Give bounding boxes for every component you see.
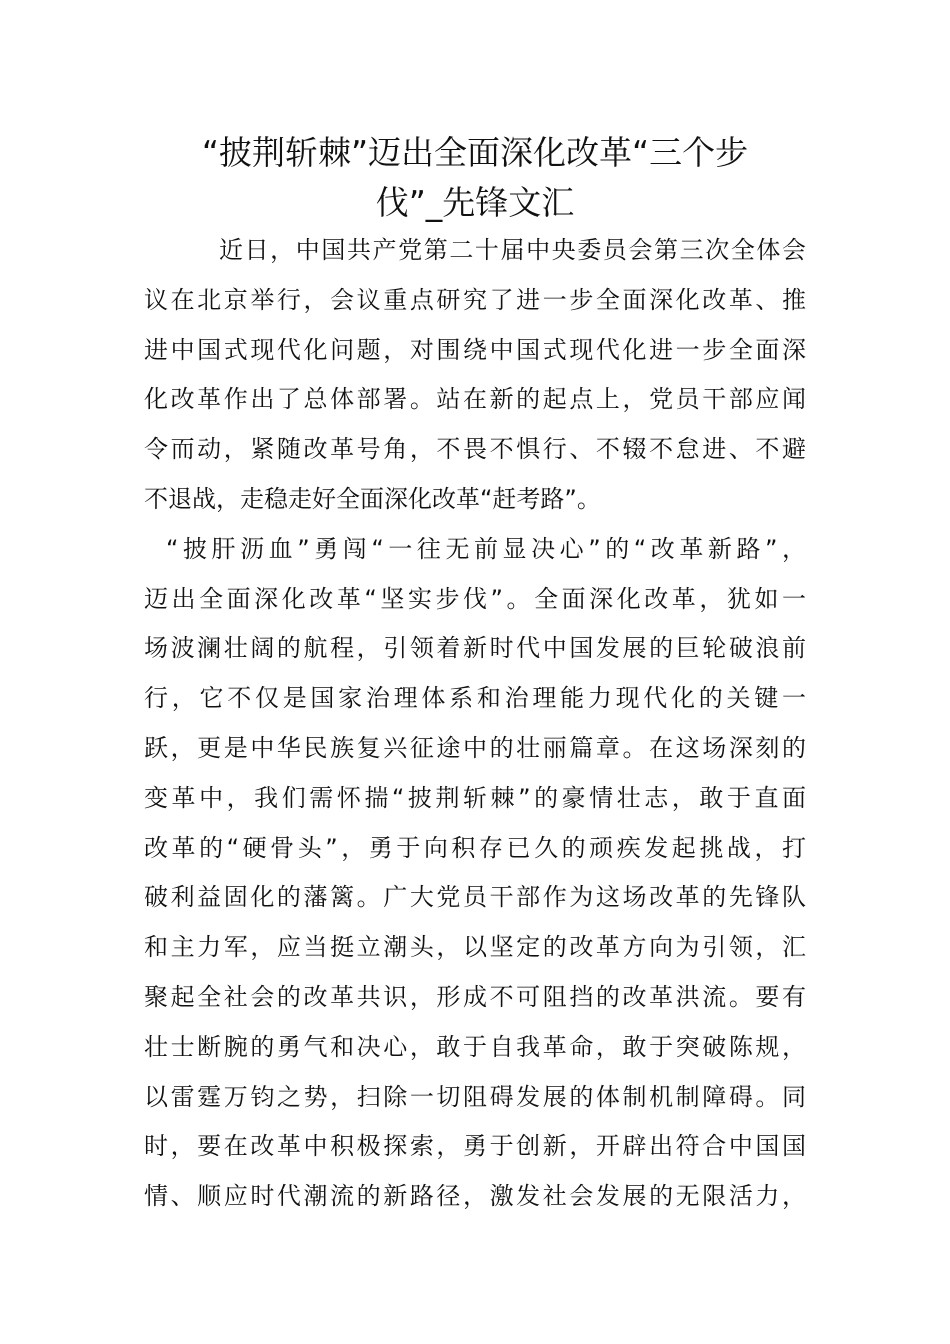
body-line: 进中国式现代化问题，对围绕中国式现代化进一步全面深: [144, 335, 806, 364]
body-line: 跃，更是中华民族复兴征途中的壮丽篇章。在这场深刻的: [144, 733, 806, 762]
body-line: 变革中，我们需怀揣“披荆斩棘”的豪情壮志，敢于直面: [144, 783, 806, 812]
document-body: [144, 226, 806, 1222]
paragraph-2: [144, 525, 806, 1222]
body-line: 议在北京举行，会议重点研究了进一步全面深化改革、推: [144, 285, 806, 314]
paragraph-1: [144, 226, 806, 525]
body-line: 改革的“硬骨头”，勇于向积存已久的顽疾发起挑战，打: [144, 833, 806, 862]
body-line: 不退战，走稳走好全面深化改革“赶考路”。: [144, 484, 601, 513]
body-line: 近日，中国共产党第二十届中央委员会第三次全体会: [219, 236, 806, 264]
document-title: [140, 128, 810, 228]
body-line: 壮士断腕的勇气和决心，敢于自我革命，敢于突破陈规，: [144, 1032, 806, 1061]
body-line: 破利益固化的藩篱。广大党员干部作为这场改革的先锋队: [144, 883, 806, 912]
body-line: 情、顺应时代潮流的新路径，激发社会发展的无限活力，: [144, 1182, 806, 1211]
title-line: “披荆斩棘”迈出全面深化改革“三个步: [201, 133, 749, 172]
title-line: 伐”_先锋文汇: [375, 183, 575, 222]
body-line: 行，它不仅是国家治理体系和治理能力现代化的关键一: [144, 684, 806, 713]
body-line: 聚起全社会的改革共识，形成不可阻挡的改革洪流。要有: [144, 982, 806, 1011]
body-line: 令而动，紧随改革号角，不畏不惧行、不辍不怠进、不避: [144, 435, 806, 464]
body-line: 迈出全面深化改革“坚实步伐”。全面深化改革，犹如一: [144, 584, 806, 613]
body-line: 化改革作出了总体部署。站在新的起点上，党员干部应闻: [144, 385, 806, 414]
body-line: 和主力军，应当挺立潮头，以坚定的改革方向为引领，汇: [144, 933, 806, 962]
body-line: “披肝沥血”勇闯“一往无前显决心”的“改革新路”，: [166, 534, 806, 563]
body-line: 场波澜壮阔的航程，引领着新时代中国发展的巨轮破浪前: [144, 634, 806, 663]
body-line: 以雷霆万钧之势，扫除一切阻碍发展的体制机制障碍。同: [144, 1082, 806, 1111]
body-line: 时，要在改革中积极探索，勇于创新，开辟出符合中国国: [144, 1132, 806, 1161]
